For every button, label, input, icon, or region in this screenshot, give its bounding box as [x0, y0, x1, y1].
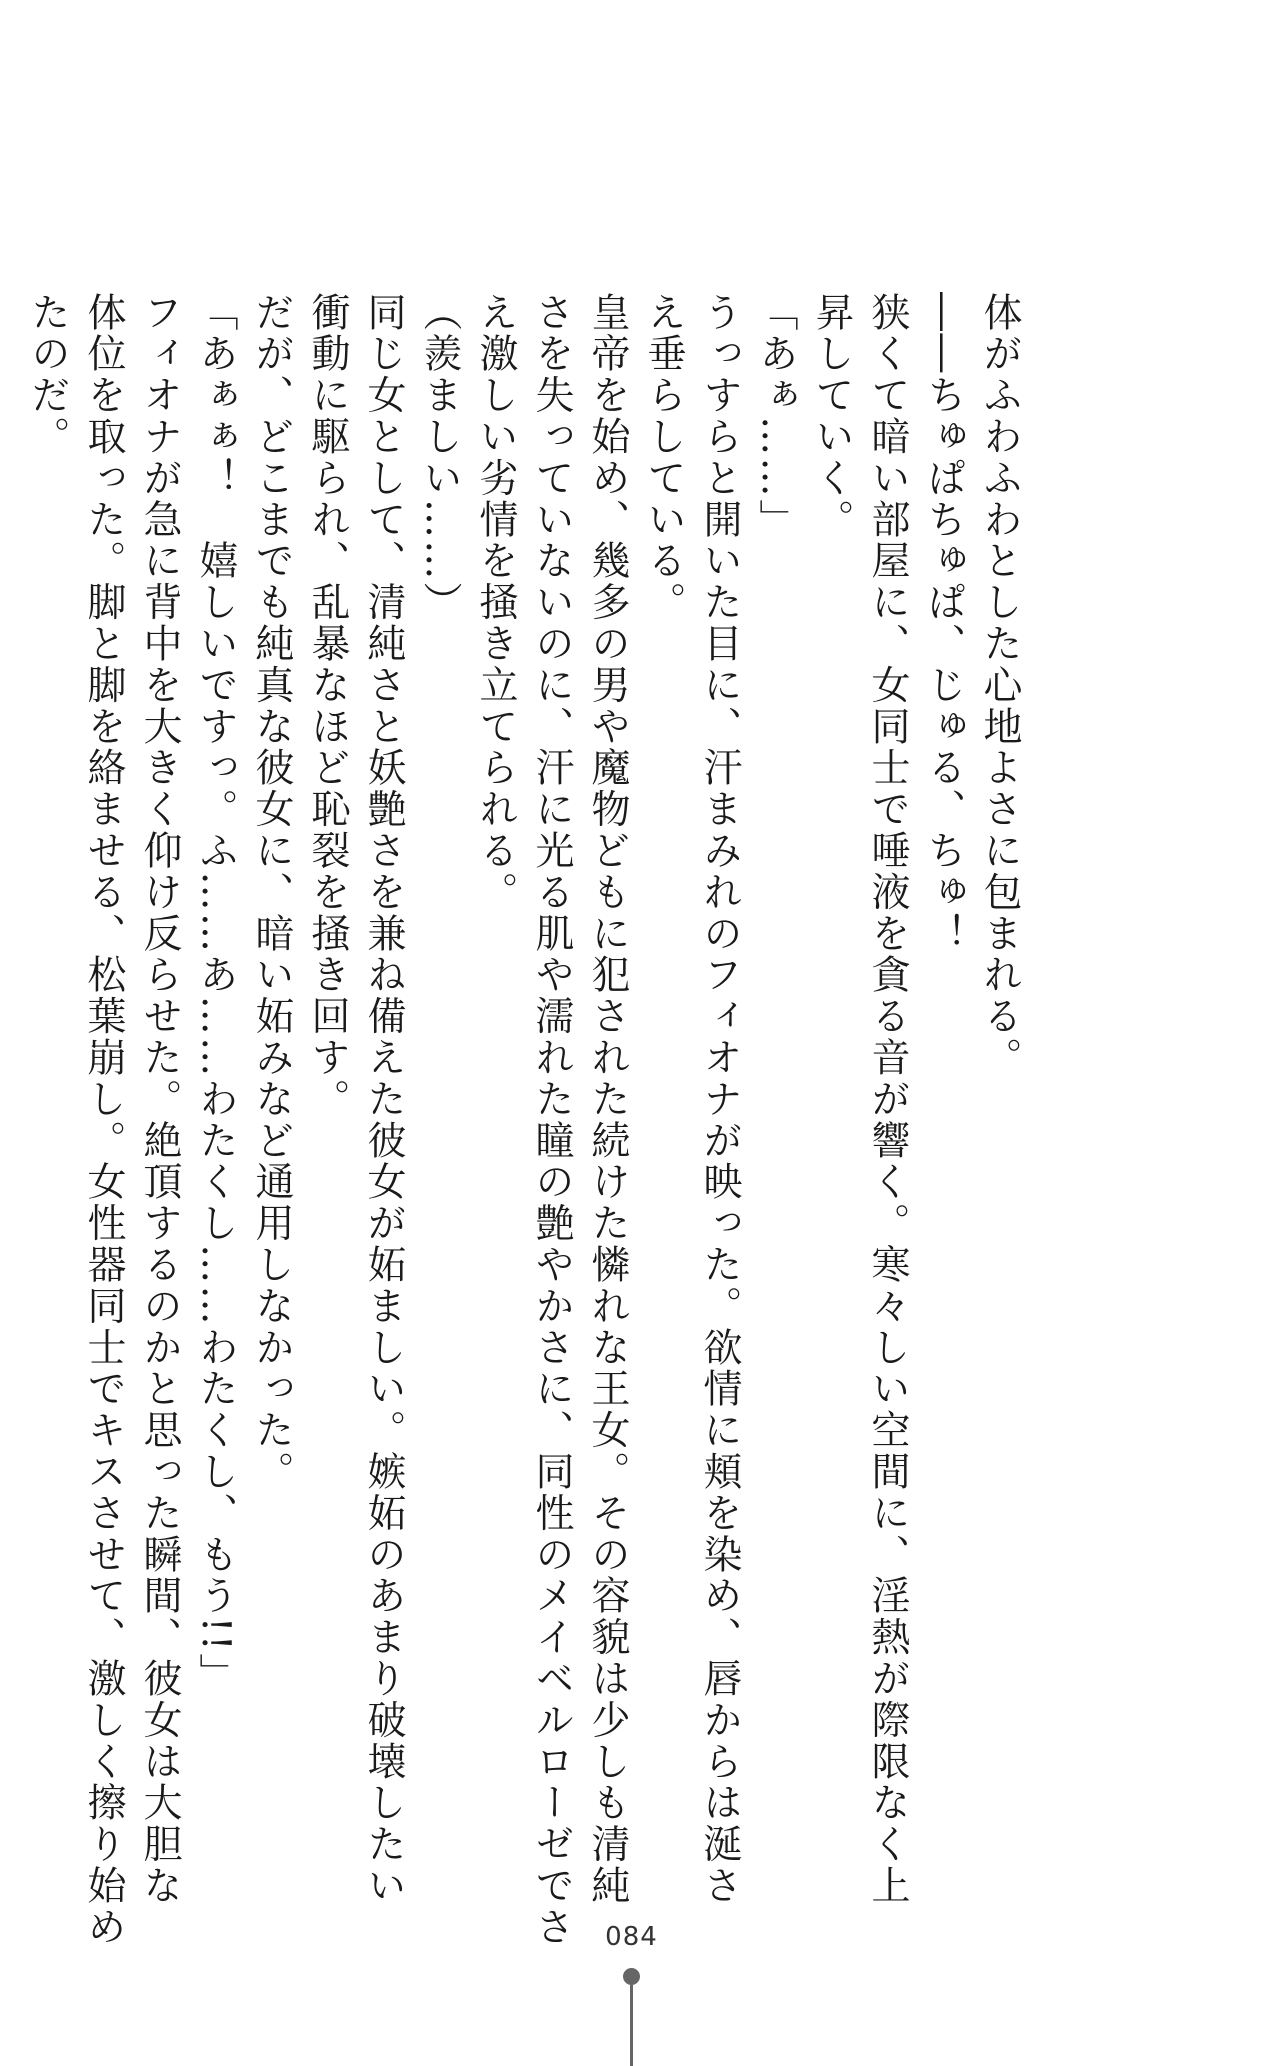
- page-number: 084: [605, 1922, 658, 1952]
- text-line: 「あぁぁ！ 嬉しいですっ。ふ……あ……わたくし……わたくし、もう!!」: [193, 292, 238, 1695]
- text-line: え激しい劣情を掻き立てられる。: [473, 292, 518, 913]
- text-line: 体位を取った。脚と脚を絡ませる、松葉崩し。女性器同士でキスさせて、激しく擦り始め: [81, 292, 126, 1948]
- text-line: うっすらと開いた目に、汗まみれのフィオナが映った。欲情に頬を染め、唇からは涎さ: [697, 292, 742, 1907]
- text-line: 狭くて暗い部屋に、女同士で唾液を貪る音が響く。寒々しい空間に、淫熱が際限なく上: [865, 292, 910, 1907]
- text-line: （羨ましい……）: [417, 292, 462, 624]
- page-marker-line: [630, 1985, 633, 2066]
- text-line: ――ちゅぱちゅぱ、じゅる、ちゅ！: [921, 292, 966, 955]
- page-marker-dot: [623, 1968, 640, 1985]
- text-line: 「あぁ……」: [753, 292, 798, 541]
- text-line: 皇帝を始め、幾多の男や魔物どもに犯された続けた憐れな王女。その容貌は少しも清純: [585, 292, 630, 1907]
- text-line: フィオナが急に背中を大きく仰け反らせた。絶頂するのかと思った瞬間、彼女は大胆な: [137, 292, 182, 1907]
- text-line: 体がふわふわとした心地よさに包まれる。: [977, 292, 1022, 1079]
- text-line: さを失っていないのに、汗に光る肌や濡れた瞳の艶やかさに、同性のメイベルローゼでさ: [529, 292, 574, 1948]
- text-line: 衝動に駆られ、乱暴なほど恥裂を掻き回す。: [305, 292, 350, 1120]
- text-line: 昇していく。: [809, 292, 854, 541]
- text-line: 同じ女として、清純さと妖艶さを兼ね備えた彼女が妬ましい。嫉妬のあまり破壊したい: [361, 292, 406, 1907]
- text-line: たのだ。: [25, 292, 70, 458]
- text-line: え垂らしている。: [641, 292, 686, 624]
- text-line: だが、どこまでも純真な彼女に、暗い妬みなど通用しなかった。: [249, 292, 294, 1493]
